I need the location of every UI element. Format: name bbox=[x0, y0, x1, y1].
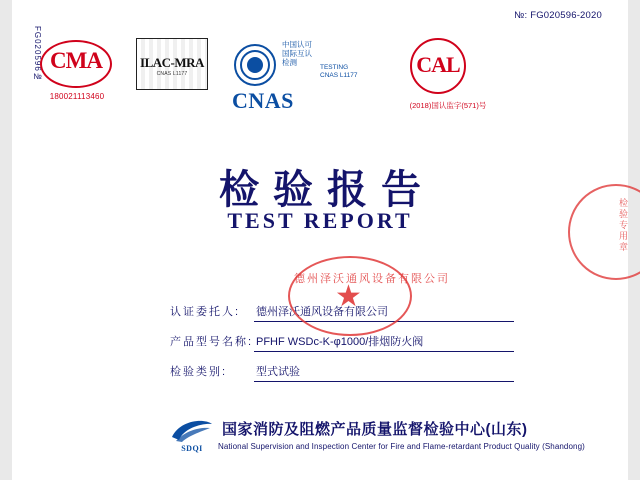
cal-letters: CAL bbox=[416, 52, 460, 77]
report-sheet bbox=[12, 0, 628, 480]
field-row-product bbox=[170, 330, 510, 360]
cnas-letters: CNAS bbox=[232, 88, 294, 113]
serial-number bbox=[514, 10, 602, 21]
cma-logo bbox=[40, 40, 114, 101]
field-row-client bbox=[170, 300, 510, 330]
seal-company-text: 德州泽沃通风设备有限公司 bbox=[294, 273, 450, 285]
serial-value: FG020596-2020 bbox=[530, 10, 602, 21]
report-field-list bbox=[170, 300, 510, 390]
cal-logo bbox=[396, 36, 500, 116]
field-label-product: 产品型号名称: bbox=[170, 336, 254, 348]
ilac-sub: CNAS L1177 bbox=[156, 71, 188, 77]
field-label-client: 认证委托人: bbox=[170, 306, 241, 318]
cnas-chinese-text: 中国认可 国际互认 检测 bbox=[282, 40, 312, 67]
field-label-category: 检验类别: bbox=[170, 366, 228, 378]
ilac-mra-logo bbox=[136, 38, 210, 92]
field-value-category: 型式试验 bbox=[256, 366, 300, 378]
cal-certificate-number: (2018)国认监字(571)号 bbox=[409, 101, 487, 110]
field-value-product: PFHF WSDc-K-φ1000/排烟防火阀 bbox=[256, 336, 424, 348]
cma-letters: CMA bbox=[50, 48, 102, 73]
page-title-english: TEST REPORT bbox=[227, 208, 413, 233]
ilac-letters: ILAC-MRA bbox=[140, 55, 204, 70]
seal-star-icon: ★ bbox=[335, 280, 362, 313]
field-value-client: 德州泽沃通风设备有限公司 bbox=[256, 306, 388, 318]
serial-label: №: bbox=[514, 10, 528, 21]
vertical-serial-code: FG020596№ bbox=[33, 26, 42, 82]
sdqi-logo bbox=[170, 416, 214, 456]
inspection-seal-text: 检验专用章 bbox=[618, 198, 628, 253]
sdqi-mark-name: SDQI bbox=[181, 444, 203, 453]
page-title-chinese: 检验报告 bbox=[219, 167, 435, 213]
field-row-category bbox=[170, 360, 510, 390]
issuing-organization-english: National Supervision and Inspection Center for Fire and Flame-retardant Product Quality (Shandong) bbox=[218, 442, 585, 451]
sdqi-swoosh-icon bbox=[170, 416, 214, 444]
issuing-organization-chinese: 国家消防及阻燃产品质量监督检验中心(山东) bbox=[222, 421, 528, 438]
field-underline-client bbox=[254, 321, 514, 322]
accreditation-logo-row bbox=[40, 36, 500, 122]
cnas-logo bbox=[232, 40, 362, 113]
cnas-rings-icon bbox=[232, 42, 278, 88]
page-footer bbox=[12, 414, 628, 470]
field-underline-category bbox=[254, 381, 514, 382]
field-underline-product bbox=[254, 351, 514, 352]
page-left-margin-bar bbox=[0, 0, 12, 480]
cnas-testing-text: TESTING CNAS L1177 bbox=[320, 64, 358, 79]
cma-number: 180021113460 bbox=[49, 92, 105, 101]
